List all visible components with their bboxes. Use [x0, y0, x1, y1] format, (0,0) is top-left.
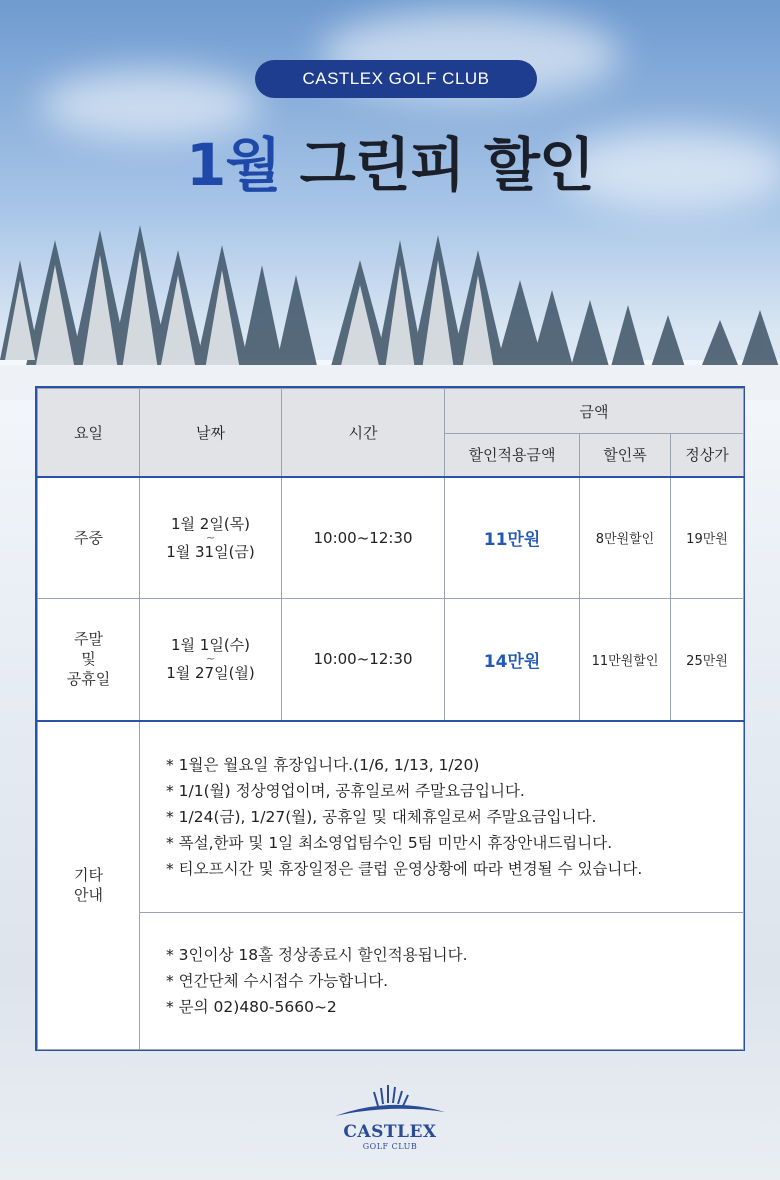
discount-price-cell: 11만원 — [445, 477, 580, 599]
note-line: * 3인이상 18홀 정상종료시 할인적용됩니다. — [166, 946, 468, 964]
discount-amount-cell: 8만원할인 — [580, 477, 671, 599]
day-line: 주말 — [74, 630, 103, 649]
date-end: 1월 31일(금) — [166, 542, 255, 561]
header-time: 시간 — [282, 389, 445, 477]
note-line: * 1/1(월) 정상영업이며, 공휴일로써 주말요금입니다. — [166, 781, 525, 800]
date-tilde: ~ — [205, 530, 216, 544]
page-title — [0, 118, 780, 202]
notes-block-schedule — [140, 721, 744, 913]
table-row — [38, 477, 744, 599]
date-tilde: ~ — [205, 652, 216, 666]
note-line: * 문의 02)480-5660~2 — [166, 998, 337, 1016]
snowy-forest-illustration — [0, 220, 780, 400]
date-cell — [140, 599, 282, 721]
date-start: 1월 2일(목) — [170, 514, 251, 533]
day-line: 및 — [81, 650, 96, 669]
logo-subtitle: GOLF CLUB — [362, 1142, 418, 1151]
header-date: 날짜 — [140, 389, 282, 477]
crown-swoosh-icon — [330, 1082, 450, 1118]
header-discount-amount: 할인폭 — [580, 434, 671, 477]
day-line: 공휴일 — [66, 670, 111, 689]
castlex-logo — [330, 1082, 450, 1152]
regular-price-cell: 25만원 — [671, 599, 744, 721]
header-regular-price: 정상가 — [671, 434, 744, 477]
table-row — [38, 599, 744, 721]
time-cell: 10:00~12:30 — [282, 477, 445, 599]
note-line: * 폭설,한파 및 1일 최소영업팀수인 5팀 미만시 휴장안내드립니다. — [166, 833, 613, 852]
note-line: * 1/24(금), 1/27(월), 공휴일 및 대체휴일로써 주말요금입니다. — [166, 807, 597, 826]
title-text: 그린피 할인 — [280, 131, 594, 199]
club-name-badge: CASTLEX GOLF CLUB — [255, 60, 537, 98]
discount-price-cell: 14만원 — [445, 599, 580, 721]
logo-name: CASTLEX — [343, 1122, 437, 1142]
other-label-line: 안내 — [74, 886, 103, 905]
green-fee-table — [35, 386, 745, 1051]
date-end: 1월 27일(월) — [166, 664, 255, 683]
discount-amount-cell: 11만원할인 — [580, 599, 671, 721]
time-cell: 10:00~12:30 — [282, 599, 445, 721]
date-start: 1월 1일(수) — [170, 636, 251, 655]
day-cell: 주중 — [38, 477, 140, 599]
notes-block-general — [140, 913, 744, 1050]
header-amount: 금액 — [445, 389, 744, 434]
other-info-label — [38, 721, 140, 1050]
note-line: * 1월은 월요일 휴장입니다.(1/6, 1/13, 1/20) — [166, 755, 480, 774]
title-month: 1월 — [186, 131, 281, 199]
other-label-line: 기타 — [74, 866, 103, 885]
note-line: * 연간단체 수시접수 가능합니다. — [166, 972, 389, 990]
regular-price-cell: 19만원 — [671, 477, 744, 599]
header-discount-price: 할인적용금액 — [445, 434, 580, 477]
table-row — [38, 721, 744, 913]
header-day: 요일 — [38, 389, 140, 477]
note-line: * 티오프시간 및 휴장일정은 클럽 운영상황에 따라 변경될 수 있습니다. — [166, 859, 643, 878]
date-cell — [140, 477, 282, 599]
day-cell — [38, 599, 140, 721]
table-row — [38, 913, 744, 1050]
